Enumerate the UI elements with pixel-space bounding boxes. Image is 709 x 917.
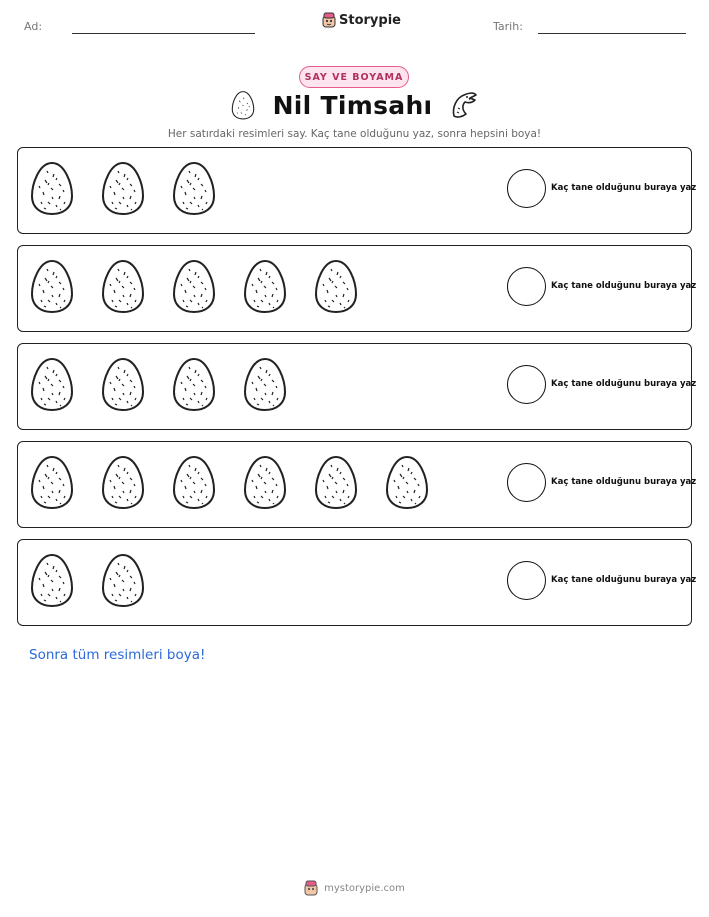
counting-row xyxy=(17,147,697,234)
egg-icon xyxy=(101,454,145,510)
answer-circle[interactable] xyxy=(507,267,546,306)
egg-icon xyxy=(231,90,255,120)
answer-circle[interactable] xyxy=(507,463,546,502)
activity-badge: SAY VE BOYAMA xyxy=(299,66,409,88)
date-line xyxy=(538,33,686,34)
name-line xyxy=(72,33,255,34)
egg-icon xyxy=(101,552,145,608)
egg-icon xyxy=(30,454,74,510)
footer xyxy=(0,880,709,896)
counting-row xyxy=(17,343,697,430)
egg-icon xyxy=(30,160,74,216)
egg-group xyxy=(30,160,216,216)
footer-note: Sonra tüm resimleri boya! xyxy=(29,647,206,663)
answer-label: Kaç tane olduğunu buraya yaz xyxy=(551,183,697,193)
title-row xyxy=(0,90,709,120)
answer-label: Kaç tane olduğunu buraya yaz xyxy=(551,281,697,291)
egg-icon xyxy=(172,454,216,510)
answer-circle[interactable] xyxy=(507,561,546,600)
egg-group xyxy=(30,454,429,510)
egg-icon xyxy=(172,356,216,412)
name-label: Ad: xyxy=(24,20,43,33)
date-label: Tarih: xyxy=(493,20,523,33)
counting-row xyxy=(17,441,697,528)
egg-icon xyxy=(243,454,287,510)
brand-name: Storypie xyxy=(339,12,401,28)
egg-icon xyxy=(101,160,145,216)
egg-icon xyxy=(172,258,216,314)
answer-label: Kaç tane olduğunu buraya yaz xyxy=(551,575,697,585)
egg-icon xyxy=(243,356,287,412)
egg-icon xyxy=(30,356,74,412)
instructions: Her satırdaki resimleri say. Kaç tane olduğunu yaz, sonra hepsini boya! xyxy=(167,128,542,140)
answer-circle[interactable] xyxy=(507,365,546,404)
answer-label: Kaç tane olduğunu buraya yaz xyxy=(551,477,697,487)
answer-label: Kaç tane olduğunu buraya yaz xyxy=(551,379,697,389)
egg-icon xyxy=(314,454,358,510)
egg-group xyxy=(30,356,287,412)
egg-group xyxy=(30,258,358,314)
egg-icon xyxy=(101,356,145,412)
answer-circle[interactable] xyxy=(507,169,546,208)
footer-url: mystorypie.com xyxy=(324,882,405,894)
egg-group xyxy=(30,552,145,608)
brand-logo xyxy=(322,12,401,28)
counting-row xyxy=(17,245,697,332)
egg-icon xyxy=(314,258,358,314)
egg-icon xyxy=(172,160,216,216)
crocodile-icon xyxy=(450,90,478,120)
egg-icon xyxy=(243,258,287,314)
egg-icon xyxy=(385,454,429,510)
page-title: Nil Timsahı xyxy=(272,90,433,120)
egg-icon xyxy=(30,258,74,314)
counting-row xyxy=(17,539,697,626)
egg-icon xyxy=(30,552,74,608)
storypie-logo-icon xyxy=(322,12,336,28)
storypie-footer-icon xyxy=(304,880,318,896)
egg-icon xyxy=(101,258,145,314)
